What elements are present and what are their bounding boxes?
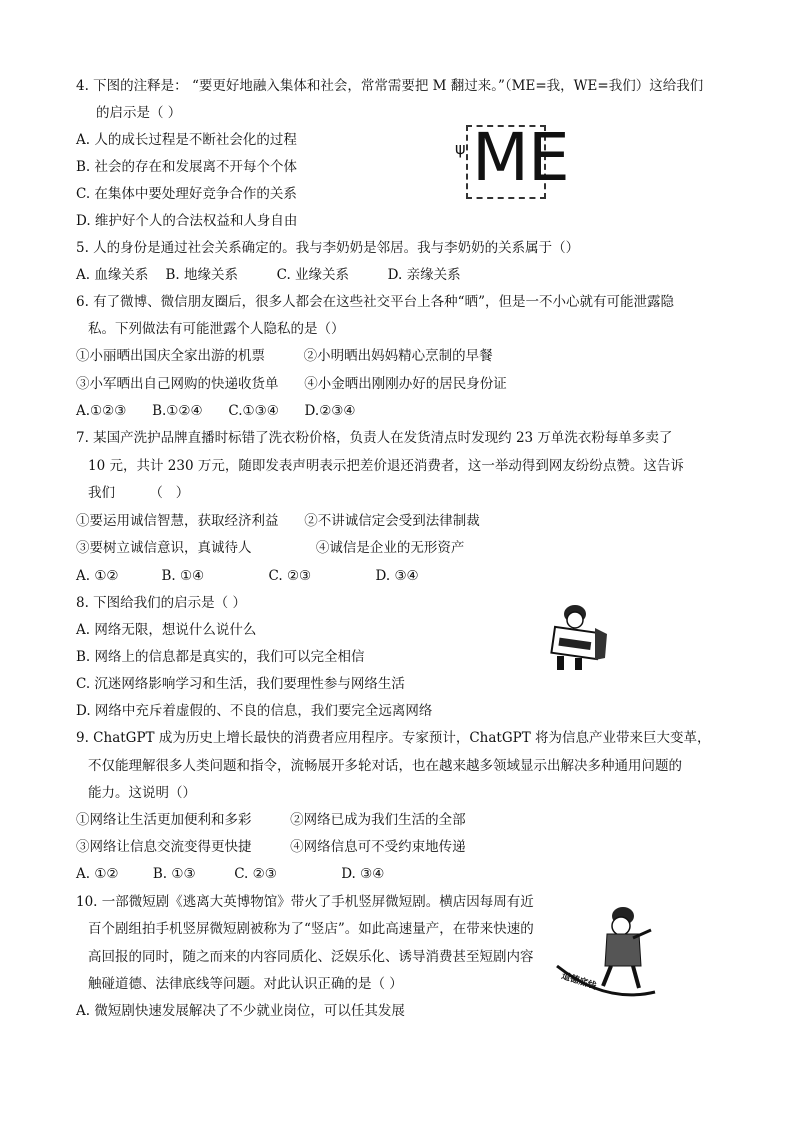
q4-option-d: D. 维护好个人的合法权益和人身自由 [76, 213, 298, 229]
q9-stem-line2: 不仅能理解很多人类问题和指令，流畅展开多轮对话，也在越来越多领域显示出解决多种通用问题的 [88, 758, 682, 774]
q6-stem-line1: 6. 有了微博、微信朋友圈后，很多人都会在这些社交平台上各种“晒”，但是一不小心就有可能泄露隐 [76, 294, 674, 310]
q7-stem-line1: 7. 某国产洗护品牌直播时标错了洗衣粉价格，负责人在发货清点时发现约 23 万单洗衣粉每单多卖了 [76, 430, 673, 446]
q10-option-a: A. 微短剧快速发展解决了不少就业岗位，可以任其发展 [76, 1003, 405, 1019]
q9-options: A. ①② B. ①③ C. ②③ D. ③④ [76, 866, 385, 882]
q5-stem: 5. 人的身份是通过社会关系确定的。我与李奶奶是邻居。我与李奶奶的关系属于（） [76, 240, 580, 256]
q9-statement-3-4: ③网络让信息交流变得更快捷 ④网络信息可不受约束地传递 [76, 839, 466, 855]
q10-stem-line3: 高回报的同时，随之而来的内容同质化、泛娱乐化、诱导消费甚至短剧内容 [88, 949, 534, 965]
q8-option-b: B. 网络上的信息都是真实的，我们可以完全相信 [76, 649, 365, 665]
q4-option-a: A. 人的成长过程是不断社会化的过程 [76, 132, 297, 148]
q9-stem-line3: 能力。这说明（） [88, 785, 196, 801]
q10-stem-line4: 触碰道德、法律底线等问题。对此认识正确的是（ ） [88, 976, 403, 992]
q8-option-a: A. 网络无限，想说什么说什么 [76, 622, 257, 638]
q7-statement-1-2: ①要运用诚信智慧，获取经济利益 ②不讲诚信定会受到法律制裁 [76, 513, 480, 529]
q8-option-d: D. 网络中充斥着虚假的、不良的信息，我们要完全远离网络 [76, 703, 433, 719]
q6-options: A.①②③ B.①②④ C.①③④ D.②③④ [76, 403, 356, 419]
q8-stem: 8. 下图给我们的启示是（ ） [76, 595, 246, 611]
q10-stem-line1: 10. 一部微短剧《逃离大英博物馆》带火了手机竖屏微短剧。横店因每周有近 [76, 894, 534, 910]
q5-options: A. 血缘关系 B. 地缘关系 C. 业缘关系 D. 亲缘关系 [76, 267, 461, 283]
me-figure-text: ME [472, 119, 569, 196]
q4-option-b: B. 社会的存在和发展离不开每个个体 [76, 159, 298, 175]
tightrope-label: 道德底线 [560, 971, 598, 992]
q9-statement-1-2: ①网络让生活更加便利和多彩 ②网络已成为我们生活的全部 [76, 812, 466, 828]
q7-stem-line2: 10 元，共计 230 万元，随即发表声明表示把差价退还消费者，这一举动得到网友纷纷点赞。这告诉 [88, 458, 684, 474]
q4-stem-line2: 的启示是（ ） [96, 105, 182, 121]
q4-option-c: C. 在集体中要处理好竞争合作的关系 [76, 186, 297, 202]
q7-options: A. ①② B. ①④ C. ②③ D. ③④ [76, 568, 419, 584]
flip-arrow-icon: ψ [455, 139, 466, 158]
q6-statement-1-2: ①小丽晒出国庆全家出游的机票 ②小明晒出妈妈精心烹制的早餐 [76, 348, 493, 364]
q7-statement-3-4: ③要树立诚信意识，真诚待人 ④诚信是企业的无形资产 [76, 540, 465, 556]
q7-stem-line3: 我们 （ ） [88, 485, 190, 501]
tightrope-cartoon [555, 900, 665, 1005]
q10-stem-line2: 百个剧组拍手机竖屏微短剧被称为了“竖店”。如此高速量产，在带来快速的 [88, 921, 534, 937]
q9-stem-line1: 9. ChatGPT 成为历史上增长最快的消费者应用程序。专家预计，ChatGPT 将为信息产业带来巨大变革， [76, 730, 711, 746]
phone-addiction-cartoon [545, 600, 615, 672]
q6-statement-3-4: ③小军晒出自己网购的快递收货单 ④小金晒出刚刚办好的居民身份证 [76, 376, 507, 392]
q6-stem-line2: 私。下列做法有可能泄露个人隐私的是（） [88, 321, 345, 337]
q4-stem-line1: 4. 下图的注释是： “要更好地融入集体和社会，常常需要把 M 翻过来。”（ME=我，WE=我们）这给我们 [76, 78, 704, 94]
q8-option-c: C. 沉迷网络影响学习和生活，我们要理性参与网络生活 [76, 676, 405, 692]
